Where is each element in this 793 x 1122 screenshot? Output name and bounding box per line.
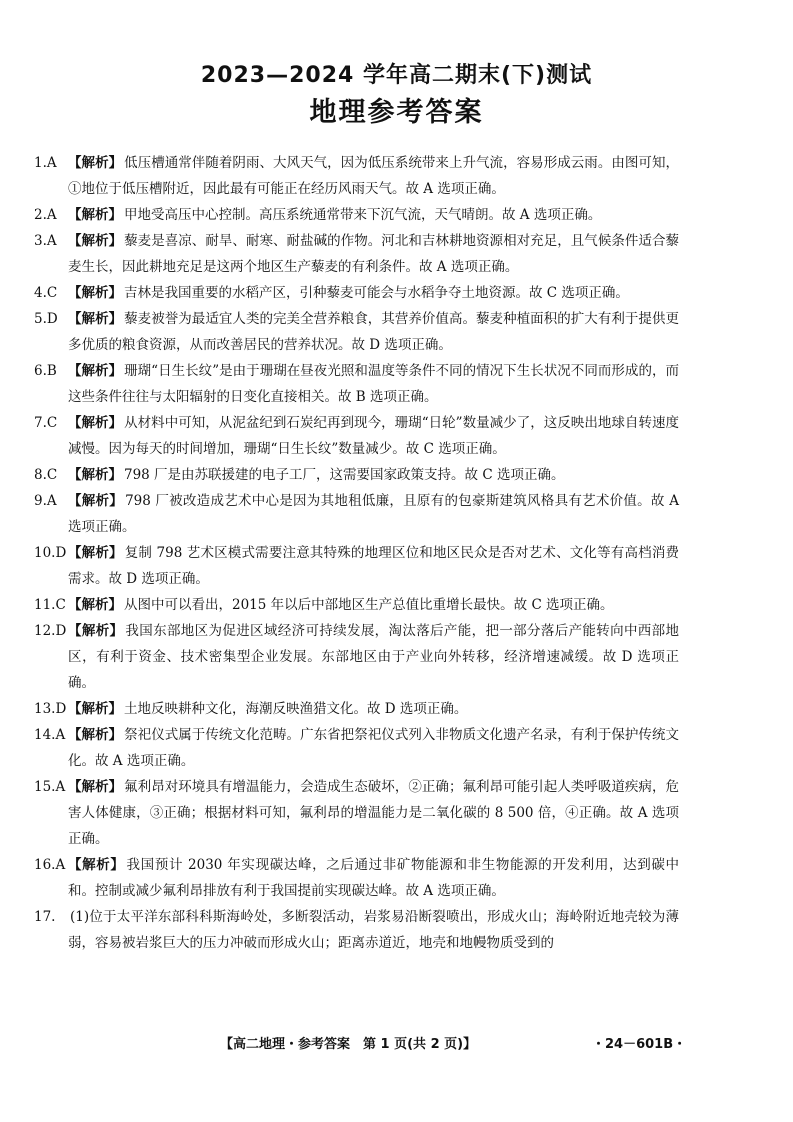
answer-number: 5.D xyxy=(34,311,58,327)
answer-item xyxy=(34,852,679,904)
answer-text: 798 厂是由苏联援建的电子工厂，这需要国家政策支持。故 C 选项正确。 xyxy=(124,467,565,483)
answer-item xyxy=(34,488,679,540)
analysis-tag: 【解析】 xyxy=(68,207,122,223)
analysis-tag: 【解析】 xyxy=(68,623,124,639)
answer-number: 15.A xyxy=(34,779,66,795)
analysis-tag: 【解析】 xyxy=(68,597,122,613)
analysis-tag: 【解析】 xyxy=(68,311,123,327)
analysis-tag: 【解析】 xyxy=(68,285,122,301)
answer-item xyxy=(34,540,679,592)
footer-code: ・24－601B・ xyxy=(592,1037,687,1052)
document-subtitle: 地理参考答案 xyxy=(309,97,484,128)
analysis-tag: 【解析】 xyxy=(68,779,123,795)
answer-number: 11.C xyxy=(34,597,66,613)
answer-text: 藜麦被誉为最适宜人类的完美全营养粮食，其营养价值高。藜麦种植面积的扩大有利于提供更多优质的粮食资源，从而改善居民的营养状况。故 D 选项正确。 xyxy=(68,311,680,353)
analysis-tag: 【解析】 xyxy=(68,727,123,743)
answer-item xyxy=(34,410,679,462)
answer-item xyxy=(34,228,679,280)
answer-number: 14.A xyxy=(34,727,66,743)
answer-text: 低压槽通常伴随着阴雨、大风天气，因为低压系统带来上升气流，容易形成云雨。由图可知，①地位于低压槽附近，因此最有可能正在经历风雨天气。故 A 选项正确。 xyxy=(68,155,680,197)
answer-number: 12.D xyxy=(34,623,67,639)
answer-number: 3.A xyxy=(34,233,57,249)
document-title: 2023—2024 学年高二期末(下)测试 xyxy=(200,63,593,88)
analysis-tag: 【解析】 xyxy=(68,415,123,431)
answer-number: 6.B xyxy=(34,363,57,379)
answer-text: 吉林是我国重要的水稻产区，引种藜麦可能会与水稻争夺土地资源。故 C 选项正确。 xyxy=(124,285,629,301)
answer-item xyxy=(34,618,679,696)
answer-item xyxy=(34,904,679,956)
answer-item xyxy=(34,592,679,618)
answer-text: 氟利昂对环境具有增温能力，会造成生态破坏，②正确；氟利昂可能引起人类呼吸道疾病，危害人体健康，③正确；根据材料可知，氟利昂的增温能力是二氧化碳的 8 500 倍，④正确。故 A 选项正确。 xyxy=(68,779,680,847)
answer-item xyxy=(34,306,679,358)
answer-text: 藜麦是喜凉、耐旱、耐寒、耐盐碱的作物。河北和吉林耕地资源相对充足，且气候条件适合藜麦生长，因此耕地充足是这两个地区生产藜麦的有利条件。故 A 选项正确。 xyxy=(68,233,680,275)
answer-text: 从材料中可知，从泥盆纪到石炭纪再到现今，珊瑚“日轮”数量减少了，这反映出地球自转速度减慢。因为每天的时间增加，珊瑚“日生长纹”数量减少。故 C 选项正确。 xyxy=(68,415,679,457)
answer-text: 甲地受高压中心控制。高压系统通常带来下沉气流，天气晴朗。故 A 选项正确。 xyxy=(124,207,602,223)
answer-item xyxy=(34,280,679,306)
analysis-tag: 【解析】 xyxy=(68,493,124,509)
answer-text: 从图中可以看出，2015 年以后中部地区生产总值比重增长最快。故 C 选项正确。 xyxy=(124,597,614,613)
answer-number: 2.A xyxy=(34,207,57,223)
analysis-tag: 【解析】 xyxy=(68,233,123,249)
analysis-tag: 【解析】 xyxy=(68,155,123,171)
answer-number: 8.C xyxy=(34,467,58,483)
answer-text: (1)位于太平洋东部科科斯海岭处，多断裂活动，岩浆易沿断裂喷出，形成火山；海岭附近地壳较为薄弱，容易被岩浆巨大的压力冲破而形成火山；距离赤道近，地壳和地幔物质受到的 xyxy=(68,909,679,951)
answer-text: 珊瑚“日生长纹”是由于珊瑚在昼夜光照和温度等条件不同的情况下生长状况不同而形成的，而这些条件往往与太阳辐射的日变化直接相关。故 B 选项正确。 xyxy=(68,363,679,405)
answer-number: 16.A xyxy=(34,857,66,873)
answer-number: 7.C xyxy=(34,415,58,431)
answer-text: 复制 798 艺术区模式需要注意其特殊的地理区位和地区民众是否对艺术、文化等有高档消费需求。故 D 选项正确。 xyxy=(68,545,679,587)
answer-text: 土地反映耕种文化，海潮反映渔猎文化。故 D 选项正确。 xyxy=(124,701,468,717)
answer-number: 13.D xyxy=(34,701,67,717)
footer-page-info: 【高二地理・参考答案 第 1 页(共 2 页)】 xyxy=(220,1037,477,1052)
answer-text: 我国东部地区为促进区域经济可持续发展，淘汰落后产能，把一部分落后产能转向中西部地区，有利于资金、技术密集型企业发展。东部地区由于产业向外转移，经济增速减缓。故 D 选项正确。 xyxy=(68,623,680,691)
analysis-tag: 【解析】 xyxy=(68,545,123,561)
answer-text: 我国预计 2030 年实现碳达峰，之后通过非矿物能源和非生物能源的开发利用，达到碳中和。控制或减少氟利昂排放有利于我国提前实现碳达峰。故 A 选项正确。 xyxy=(68,857,679,899)
answer-item xyxy=(34,696,679,722)
answer-text: 祭祀仪式属于传统文化范畴。广东省把祭祀仪式列入非物质文化遗产名录，有利于保护传统文化。故 A 选项正确。 xyxy=(68,727,680,769)
answer-number: 4.C xyxy=(34,285,58,301)
analysis-tag: 【解析】 xyxy=(68,857,125,873)
analysis-tag: 【解析】 xyxy=(68,467,122,483)
answer-number: 10.D xyxy=(34,545,67,561)
answer-list xyxy=(34,150,679,956)
analysis-tag: 【解析】 xyxy=(68,701,122,717)
answer-item xyxy=(34,358,679,410)
answer-number: 17. xyxy=(34,909,56,925)
answer-number: 1.A xyxy=(34,155,57,171)
answer-item xyxy=(34,774,679,852)
answer-item xyxy=(34,202,679,228)
answer-item xyxy=(34,722,679,774)
analysis-tag: 【解析】 xyxy=(68,363,123,379)
answer-text: 798 厂被改造成艺术中心是因为其地租低廉，且原有的包豪斯建筑风格具有艺术价值。故 A 选项正确。 xyxy=(68,493,679,535)
answer-item xyxy=(34,462,679,488)
answer-number: 9.A xyxy=(34,493,57,509)
answer-item xyxy=(34,150,679,202)
